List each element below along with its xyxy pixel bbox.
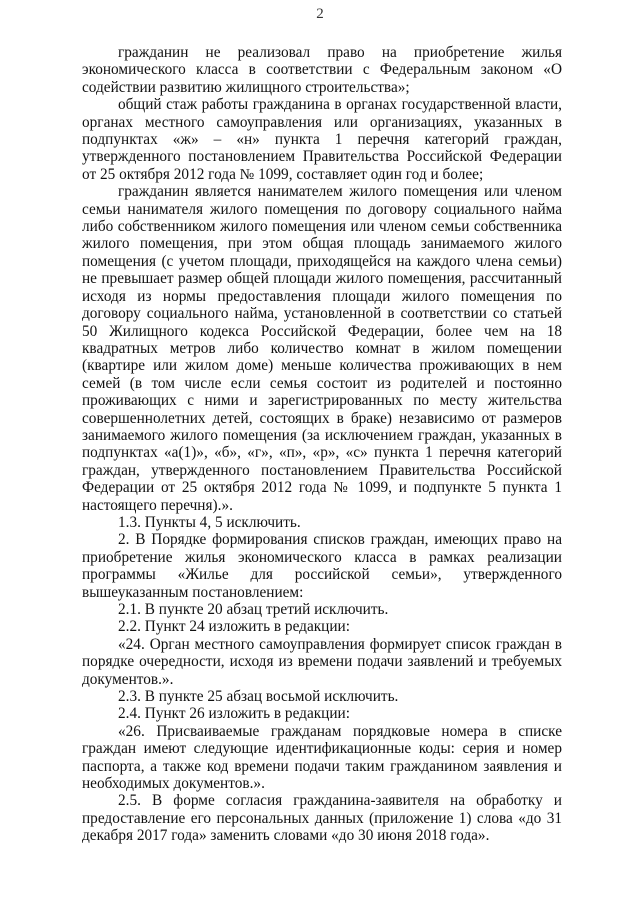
page-number: 2 [316,6,324,22]
paragraph: «24. Орган местного самоуправления формирует список граждан в порядке очередности, исходя из времени подачи заявлений и требуемых документов.». [82,635,562,688]
paragraph: гражданин является нанимателем жилого помещения или членом семьи нанимателя жилого помещения по договору социального найма либо собственником жилого помещения или членом семьи собственника жилого помещения, при этом общая площадь занимаемого жилого помещения (с учетом площади, приходящейся на каждого члена семьи) не превышает размер общей площади жилого помещения, рассчитанный исходя из нормы предоставления площади жилого помещения по договору социального найма, установленной в соответствии со статьей 50 Жилищного кодекса Российской Федерации, более чем на 18 квадратных метров либо количество комнат в жилом помещении (квартире или жилом доме) меньше количества проживающих в нем семей (в том числе если семья состоит из родителей и постоянно проживающих с ними и зарегистрированных по месту жительства совершеннолетних детей, состоящих в браке) независимо от размеров занимаемого жилого помещения (за исключением граждан, указанных в подпунктах «а(1)», «б», «г», «п», «р», «с» пункта 1 перечня категорий граждан, утвержденного постановлением Правительства Российской Федерации от 25 октября 2012 года № 1099, и подпункте 5 пункта 1 настоящего перечня).». [82,183,562,514]
document-body [82,44,562,845]
paragraph: 2.2. Пункт 24 изложить в редакции: [118,618,350,636]
paragraph: 2.4. Пункт 26 изложить в редакции: [118,705,350,723]
paragraph: 1.3. Пункты 4, 5 исключить. [118,513,301,531]
paragraph: 2.5. В форме согласия гражданина-заявителя на обработку и предоставление его персональных данных (приложение 1) слова «до 31 декабря 2017 года» заменить словами «до 30 июня 2018 года». [82,792,562,845]
paragraph: гражданин не реализовал право на приобретение жилья экономического класса в соответствии с Федеральным законом «О содействии развитию жилищного строительства»; [82,44,562,96]
paragraph: 2. В Порядке формирования списков граждан, имеющих право на приобретение жилья экономического класса в рамках реализации программы «Жилье для российской семьи», утвержденного вышеуказанным постановлением: [82,531,562,601]
paragraph: «26. Присваиваемые гражданам порядковые номера в списке граждан имеют следующие идентификационные коды: серия и номер паспорта, а также код времени подачи таким гражданином заявления и необходимых документов.». [82,722,562,793]
paragraph: 2.1. В пункте 20 абзац третий исключить. [118,601,389,618]
paragraph: общий стаж работы гражданина в органах государственной власти, органах местного самоуправления или организациях, указанных в подпунктах «ж» – «н» пункта 1 перечня категорий граждан, утвержденного постановлением Правительства Российской Федерации от 25 октября 2012 года № 1099, составляет один год и более; [82,96,562,183]
paragraph: 2.3. В пункте 25 абзац восьмой исключить. [118,688,399,706]
